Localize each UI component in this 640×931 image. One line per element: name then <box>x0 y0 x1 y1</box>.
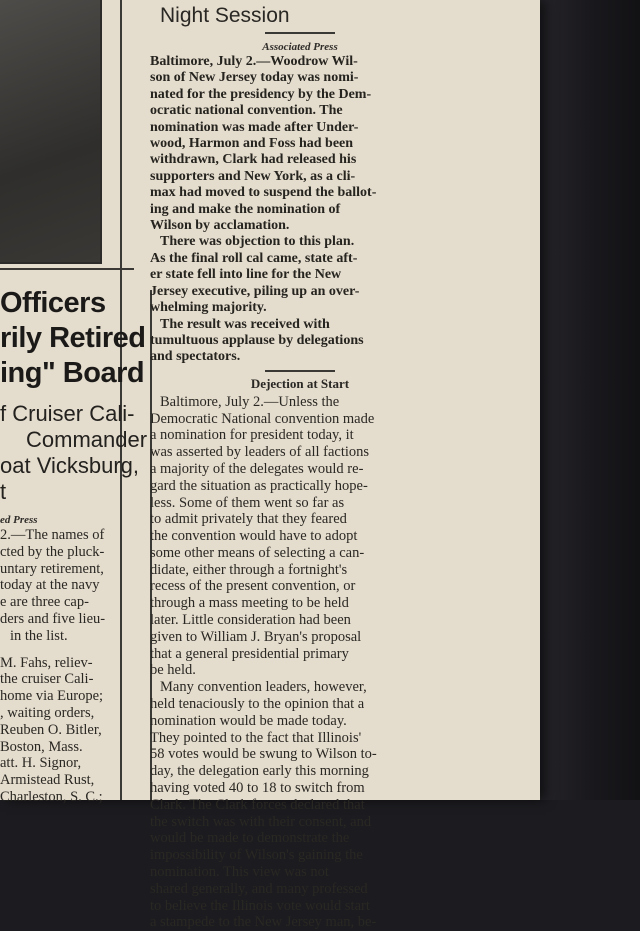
left-body-line: Charleston, S. C.; <box>0 788 103 805</box>
headline-rule <box>265 32 335 34</box>
body-line: Baltimore, July 2.—Woodrow Wil- <box>150 54 358 69</box>
body-line: less. Some of them went so far as <box>150 494 345 511</box>
body-line: son of New Jersey today was nomi- <box>150 70 359 86</box>
left-headline-line-1: Officers <box>0 287 106 319</box>
body-line: The result was received with <box>160 316 330 332</box>
body-line: There was objection to this plan. <box>160 234 355 250</box>
left-deck-line-1: f Cruiser Cali- <box>0 401 135 426</box>
body-line: supporters and New York, as a cli- <box>150 168 356 184</box>
body-line: max had moved to suspend the ballot- <box>150 185 377 201</box>
body-line: a nomination for president today, it <box>150 427 354 444</box>
body-line: held tenaciously to the opinion that a <box>150 696 365 713</box>
left-body-line: Boston, Mass. <box>0 738 83 755</box>
body-line: nomination. This view was not <box>150 864 329 881</box>
body-line: ocratic national convention. The <box>150 103 343 119</box>
right-column <box>150 0 450 931</box>
subhead-dejection: Dejection at Start <box>250 375 350 391</box>
body-line: wood, Harmon and Foss had been <box>150 136 354 152</box>
second-paragraph <box>150 234 450 316</box>
dejection-paragraph <box>150 394 450 680</box>
section-rule <box>265 370 335 372</box>
body-line: would be made to demonstrate the <box>150 830 350 847</box>
body-line: nomination was made after Under- <box>150 119 359 135</box>
headline-fragment: Night Session <box>160 4 290 27</box>
left-body-line: the cruiser Cali- <box>0 671 94 688</box>
body-line: gard the situation as practically hope- <box>150 477 368 494</box>
body-line: ing and make the nomination of <box>150 201 341 217</box>
left-body-line: in the list. <box>10 627 68 644</box>
body-line: through a mass meeting to be held <box>150 595 349 612</box>
body-line: Clark. The Clark forces declared that <box>150 796 365 813</box>
body-line: didate, either through a fortnight's <box>150 561 348 578</box>
left-headline-line-2: rily Retired <box>0 322 146 354</box>
body-line: and spectators. <box>150 349 241 365</box>
left-body-line: ders and five lieu- <box>0 610 106 627</box>
left-deck-line-3: oat Vicksburg, <box>0 453 140 478</box>
body-line: nomination would be made today. <box>150 712 347 729</box>
body-line: Many convention leaders, however, <box>160 679 367 696</box>
body-line: Jersey executive, piling up an over- <box>150 283 360 299</box>
halftone-photo <box>0 0 102 264</box>
left-body-line: , waiting orders, <box>0 704 95 721</box>
body-line: They pointed to the fact that Illinois' <box>150 729 362 746</box>
wire-credit: Associated Press <box>262 41 338 53</box>
body-line: a stampede to the New Jersey man, be- <box>150 914 377 931</box>
body-line: impossibility of Wilson's gaining the <box>150 847 363 864</box>
left-deck-line-4: t <box>0 479 7 504</box>
body-line: given to William J. Bryan's proposal <box>150 628 362 645</box>
left-body-line: M. Fahs, reliev- <box>0 654 93 671</box>
body-line: 58 votes would be swung to Wilson to- <box>150 746 377 763</box>
left-column <box>0 286 146 806</box>
left-headline-line-3: ing" Board <box>0 357 145 389</box>
left-body-line: e are three cap- <box>0 594 89 611</box>
lead-paragraph <box>150 54 450 234</box>
third-paragraph <box>150 317 450 366</box>
body-line: nated for the presidency by the Dem- <box>150 86 372 102</box>
body-line: whelming majority. <box>150 300 267 316</box>
body-line: to admit privately that they feared <box>150 511 347 528</box>
left-body-line: Reuben O. Bitler, <box>0 721 102 738</box>
body-line: be held. <box>150 662 196 679</box>
body-line: some other means of selecting a can- <box>150 544 365 561</box>
left-body-line: cted by the pluck- <box>0 543 105 560</box>
body-line: Baltimore, July 2.—Unless the <box>160 393 340 410</box>
body-line: Democratic National convention made <box>150 410 375 427</box>
left-body-line: untary retirement, <box>0 560 104 577</box>
body-line: er state fell into line for the New <box>150 267 342 283</box>
left-body-line: 2.—The names of <box>0 527 105 543</box>
body-line: withdrawn, Clark had released his <box>150 152 357 168</box>
body-line: shared generally, and many professed <box>150 880 368 897</box>
body-line: later. Little consideration had been <box>150 612 351 629</box>
leaders-paragraph <box>150 679 450 931</box>
photo-bottom-rule <box>0 268 134 270</box>
body-line: to believe the Illinois vote would start <box>150 897 370 914</box>
body-line: recess of the present convention, or <box>150 578 356 595</box>
left-body <box>0 527 146 806</box>
body-line: having voted 40 to 18 to switch from <box>150 780 365 797</box>
body-line: Wilson by acclamation. <box>150 218 290 234</box>
left-body-line: today at the navy <box>0 577 100 594</box>
body-line: a majority of the delegates would re- <box>150 460 364 477</box>
body-line: tumultuous applause by delegations <box>150 332 364 348</box>
body-line: the switch was with their consent, and <box>150 813 372 830</box>
left-body-line: home via Europe; <box>0 688 104 705</box>
body-line: that a general presidential primary <box>150 645 349 662</box>
left-body-line: att. H. Signor, <box>0 755 82 772</box>
body-line: As the final roll cal came, state aft- <box>150 250 358 266</box>
left-deck-line-2: Commander <box>26 427 148 452</box>
left-body-line: Armistead Rust, <box>0 772 95 789</box>
body-line: was asserted by leaders of all factions <box>150 444 370 461</box>
left-wire-credit: ed Press <box>0 514 38 526</box>
body-line: day, the delegation early this morning <box>150 763 369 780</box>
body-line: the convention would have to adopt <box>150 528 358 545</box>
